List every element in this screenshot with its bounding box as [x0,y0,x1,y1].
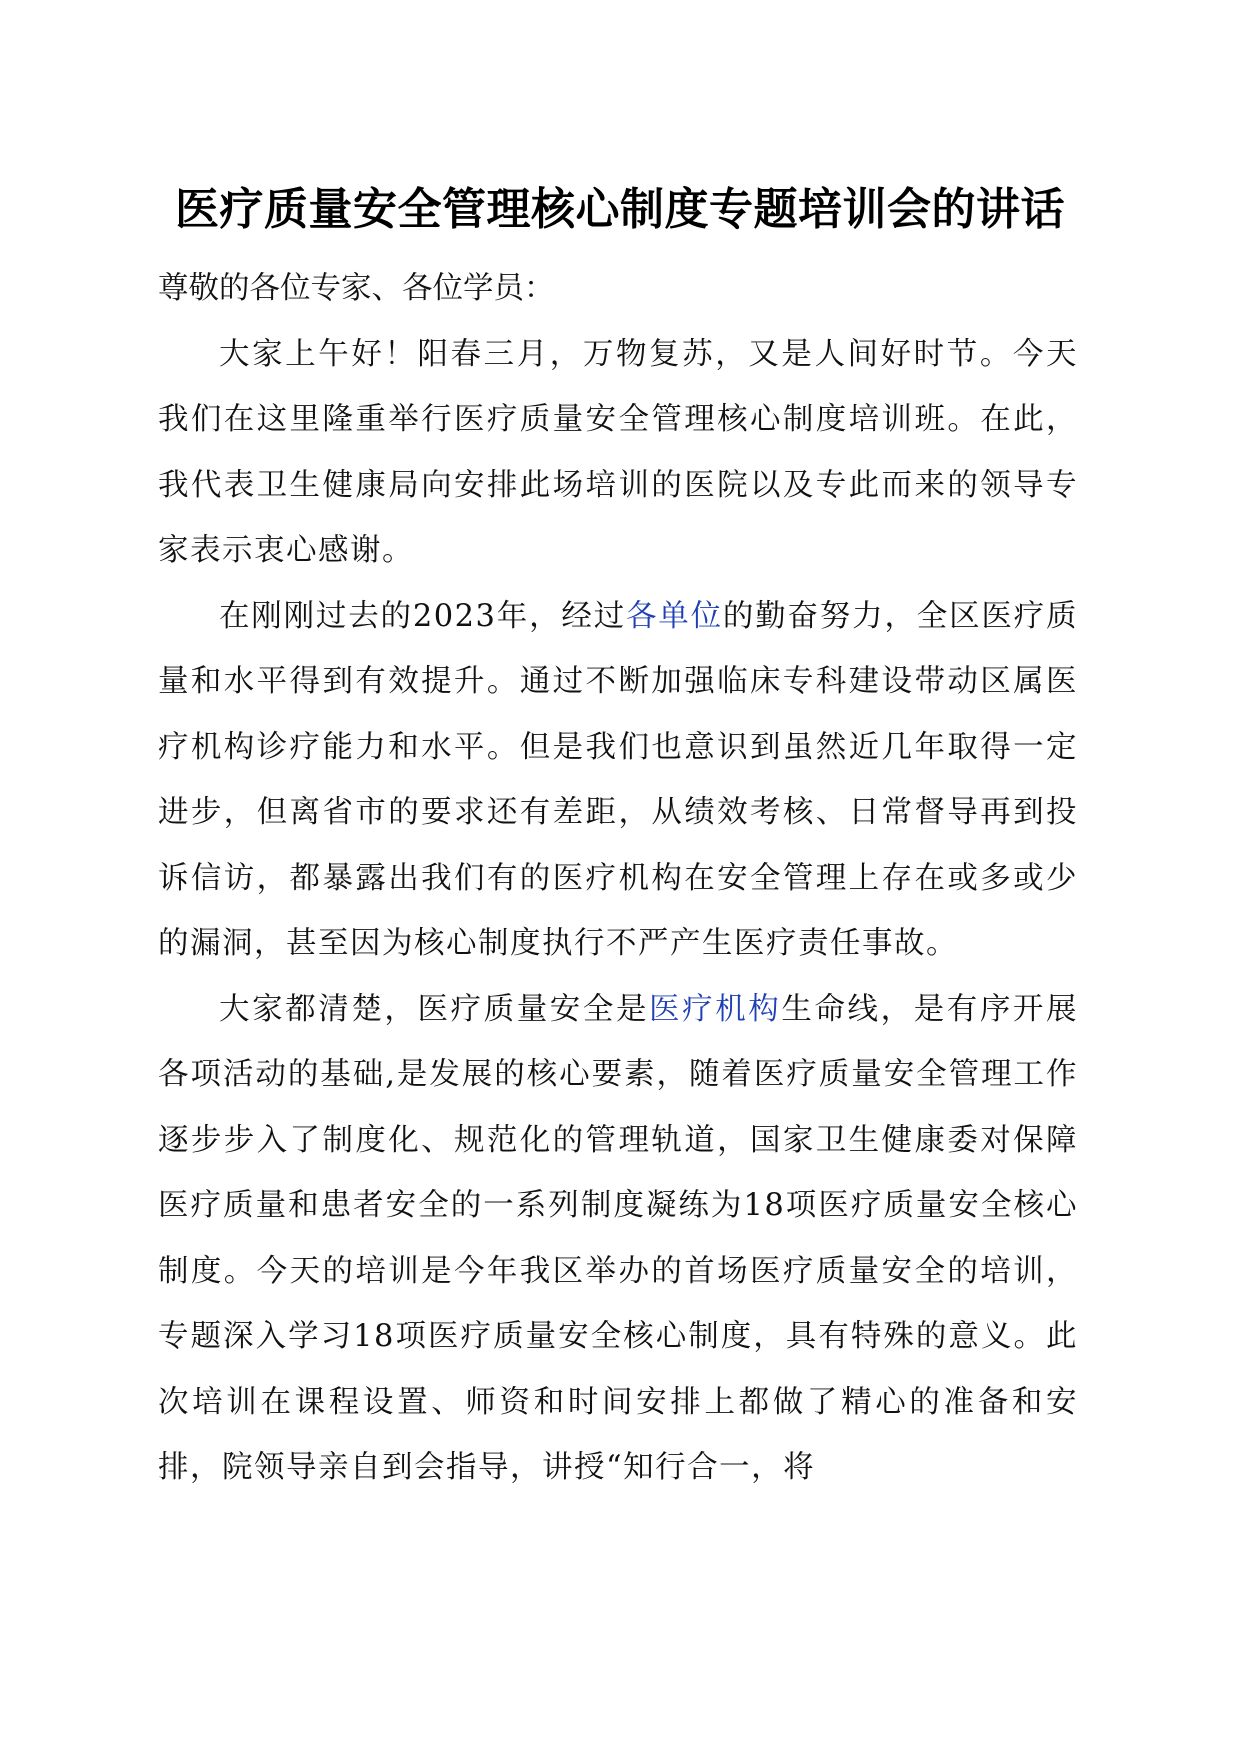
document-body [158,256,1078,1501]
paragraph-quality-safety [158,977,1078,1501]
paragraph-text: 在刚刚过去的2023年，经过 [219,598,626,634]
paragraph-text: 大家都清楚，医疗质量安全是 [219,991,650,1027]
paragraph-text: 的勤奋努力，全区医疗质量和水平得到有效提升。通过不断加强临床专科建设带动区属医疗机构诊疗能力和水平。但是我们也意识到虽然近几年取得一定进步，但离省市的要求还有差距，从绩效考核、日常督导再到投诉信访，都暴露出我们有的医疗机构在安全管理上存在或多或少的漏洞，甚至因为核心制度执行不严产生医疗责任事故。 [158,598,1078,961]
link-each-unit[interactable]: 各单位 [626,598,723,634]
paragraph-review-2023 [158,584,1078,977]
paragraph-greeting: 大家上午好！阳春三月，万物复苏，又是人间好时节。今天我们在这里隆重举行医疗质量安全管理核心制度培训班。在此，我代表卫生健康局向安排此场培训的医院以及专此而来的领导专家表示衷心感谢。 [158,336,1078,568]
link-medical-institution[interactable]: 医疗机构 [649,991,782,1027]
salutation: 尊敬的各位专家、各位学员： [158,271,555,306]
paragraph-text: 生命线，是有序开展各项活动的基础,是发展的核心要素，随着医疗质量安全管理工作逐步步入了制度化、规范化的管理轨道，国家卫生健康委对保障医疗质量和患者安全的一系列制度凝练为18项医疗质量安全核心制度。今天的培训是今年我区举办的首场医疗质量安全的培训，专题深入学习18项医疗质量安全核心制度，具有特殊的意义。此次培训在课程设置、师资和时间安排上都做了精心的准备和安排，院领导亲自到会指导，讲授“知行合一，将 [158,991,1079,1485]
document-title: 医疗质量安全管理核心制度专题培训会的讲话 [175,184,1065,235]
